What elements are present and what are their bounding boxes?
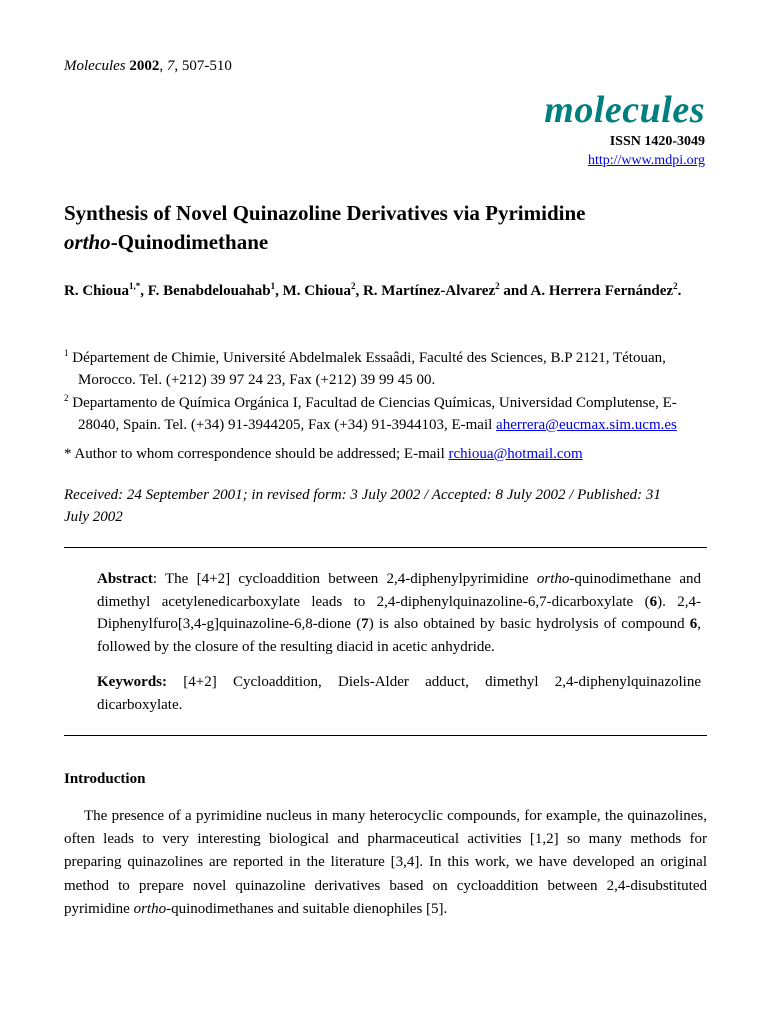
intro-italic: ortho [133, 900, 167, 917]
issn: ISSN 1420-3049 [609, 134, 705, 149]
author-affiliation-mark: 1 [270, 281, 276, 291]
author-name: M. Chioua [282, 283, 351, 299]
author-name: A. Herrera Fernández [530, 283, 674, 299]
author-affiliation-mark: 1,* [129, 281, 141, 291]
introduction-paragraph [64, 805, 707, 921]
section-heading-introduction: Introduction [64, 771, 146, 787]
compound-number: 7 [361, 616, 369, 632]
abstract-text: ) is also obtained by basic hydrolysis of compound [368, 616, 690, 632]
compound-number: 6 [689, 616, 698, 632]
affiliation-text: Departamento de Química Orgánica I, Facultad de Ciencias Químicas, Universidad Complutense, E- [72, 395, 677, 411]
affiliation-text: Département de Chimie, Université Abdelmalek Essaâdi, Faculté des Sciences, B.P 2121, Tétouan, [72, 350, 666, 366]
citation-line: Molecules 2002, 7, 507-510 [64, 58, 232, 74]
abstract-text: : The [4+2] cycloaddition between 2,4-diphenylpyrimidine [152, 571, 537, 587]
journal-logo: molecules [544, 89, 705, 131]
author-affiliation-mark: 2 [673, 281, 678, 291]
author-name: F. Benabdelouahab [147, 283, 271, 299]
intro-text: -quinodimethanes and suitable dienophiles [5]. [166, 900, 448, 917]
title-italic: ortho [64, 230, 111, 254]
affiliation-number: 2 [64, 393, 69, 403]
abstract-text: , followed by the closure of the resulting diacid in acetic anhydride. [97, 616, 701, 655]
affiliation-number: 1 [64, 348, 69, 358]
paper-title [64, 199, 724, 257]
top-divider [64, 547, 707, 548]
journal-url-link[interactable]: http://www.mdpi.org [587, 153, 705, 168]
compound-number: 6 [649, 593, 658, 610]
correspondence-email-link[interactable]: rchioua@hotmail.com [448, 446, 583, 462]
abstract-label: Abstract [97, 571, 153, 587]
abstract-italic: ortho [536, 571, 570, 587]
title-rest: -Quinodimethane [110, 230, 269, 254]
dates-line-1: Received: 24 September 2001; in revised form: 3 July 2002 / Accepted: 8 July 2002 / Published: 31 [64, 487, 661, 503]
author-affiliation-mark: 2 [350, 281, 356, 291]
affiliation-1 [64, 342, 714, 391]
title-line-1: Synthesis of Novel Quinazoline Derivatives via Pyrimidine [64, 201, 586, 225]
keywords [97, 671, 701, 716]
citation-pages: 507-510 [181, 58, 232, 74]
author-name: R. Martínez-Alvarez [362, 283, 496, 299]
affiliation-2 [64, 387, 714, 436]
citation-year: 2002 [129, 58, 160, 74]
abstract-text: -quinodimethane and dimethyl acetylenedicarboxylate leads to 2,4-diphenylquinazoline-6,7-dicarboxylate ( [97, 571, 702, 610]
bottom-divider [64, 735, 707, 736]
affiliation-email-link[interactable]: aherrera@eucmax.sim.ucm.es [496, 417, 677, 433]
correspondence-note [64, 446, 583, 463]
dates-line-2: July 2002 [64, 509, 123, 525]
keywords-label: Keywords: [97, 674, 167, 690]
publication-dates [64, 484, 714, 528]
correspondence-text: * Author to whom correspondence should be addressed; E-mail [64, 446, 449, 462]
author-affiliation-mark: 2 [495, 281, 500, 291]
author-list: R. Chioua$^{1,*}$, F. Benabdelouahab$^1$, M. Chioua$^2$, R. Martínez-Alvarez$^2$ and A. Herrera Fernández$^2$. [64, 281, 682, 299]
journal-name: Molecules [64, 58, 126, 74]
affiliation-text: Morocco. Tel. (+212) 39 97 24 23, Fax (+212) 39 99 45 00. [78, 372, 436, 388]
affiliation-text: 28040, Spain. Tel. (+34) 91-3944205, Fax (+34) 91-3944103, E-mail [78, 417, 497, 433]
abstract-text: ). 2,4-Diphenylfuro[3,4-g]quinazoline-6,8-dione ( [97, 593, 701, 632]
author-name: R. Chioua [64, 283, 130, 299]
citation-volume: 7 [166, 58, 175, 74]
intro-text: The presence of a pyrimidine nucleus in many heterocyclic compounds, for example, the quinazolines, often leads to very interesting biological and pharmaceutical activities [1,2] so many methods for preparing quinazolines are reported in the literature [3,4]. In this work, we have developed an original method to prepare novel quinazoline derivatives based on cycloaddition between 2,4-disubstituted pyrimidine [64, 808, 707, 917]
abstract [97, 568, 701, 658]
keywords-text: [4+2] Cycloaddition, Diels-Alder adduct, dimethyl 2,4-diphenylquinazoline dicarboxylate. [97, 674, 701, 713]
